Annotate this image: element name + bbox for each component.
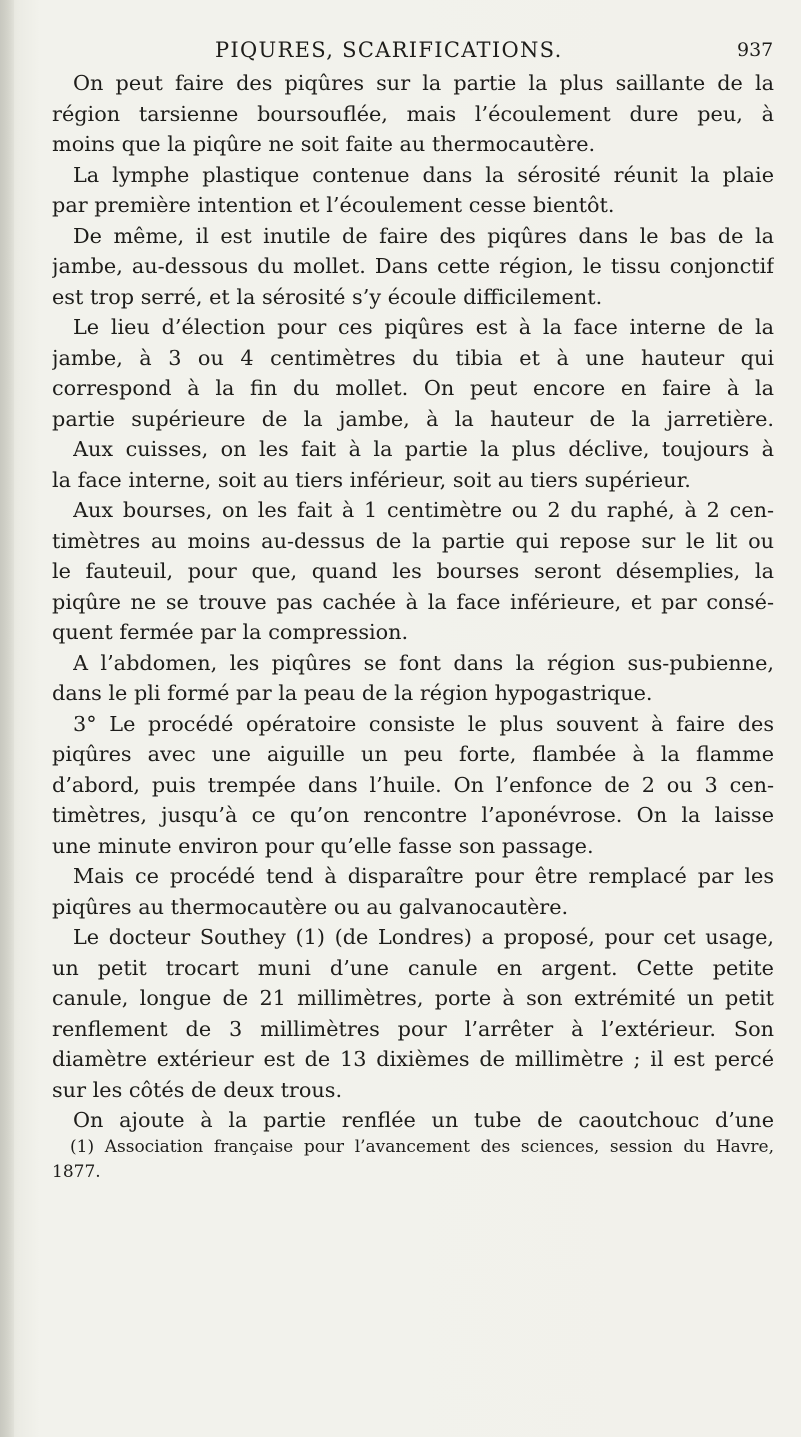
text-line: De même, il est inutile de faire des piqûres dans le bas de la [73,223,774,248]
text-line: A l’abdomen, les piqûres se font dans la région sus-pubienne, [73,650,774,675]
text-line: partie supérieure de la jambe, à la hauteur de la jarretière. [52,406,774,431]
text-line: d’abord, puis trempée dans l’huile. On l’enfonce de 2 ou 3 cen- [52,772,774,797]
footnote-line: 1877. [52,1162,101,1182]
text-line: une minute environ pour qu’elle fasse son passage. [52,833,594,858]
text-line: On ajoute à la partie renflée un tube de caoutchouc d’une [73,1108,774,1132]
text-line: sur les côtés de deux trous. [52,1077,343,1102]
text-line: canule, longue de 21 millimètres, porte à son extrémité un petit [52,986,774,1010]
text-line: piqûres au thermocautère ou au galvanocautère. [52,894,569,919]
text-line: diamètre extérieur est de 13 dixièmes de millimètre ; il est percé [52,1047,774,1071]
text-line: Mais ce procédé tend à disparaître pour être remplacé par les [73,864,774,888]
text-line: Aux cuisses, on les fait à la partie la plus déclive, toujours à [73,437,774,461]
page-header [0,35,801,65]
text-line: timètres, jusqu’à ce qu’on rencontre l’aponévrose. On la laisse [52,803,774,827]
text-line: jambe, à 3 ou 4 centimètres du tibia et à une hauteur qui [52,345,774,370]
running-title: PIQURES, SCARIFICATIONS. [215,38,563,62]
text-line: la face interne, soit au tiers inférieur, soit au tiers supérieur. [52,467,691,492]
text-line: piqûre ne se trouve pas cachée à la face inférieure, et par consé- [52,589,774,614]
text-line: On peut faire des piqûres sur la partie la plus saillante de la [73,71,774,95]
text-line: Le docteur Southey (1) (de Londres) a proposé, pour cet usage, [73,925,774,949]
text-line: 3° Le procédé opératoire consiste le plus souvent à faire des [73,711,774,736]
text-line: Le lieu d’élection pour ces piqûres est à la face interne de la [73,315,774,339]
text-line: piqûres avec une aiguille un peu forte, flambée à la flamme [52,742,774,766]
text-line: renflement de 3 millimètres pour l’arrêter à l’extérieur. Son [52,1016,774,1041]
text-line: le fauteuil, pour que, quand les bourses seront désemplies, la [52,559,774,583]
text-line: correspond à la fin du mollet. On peut encore en faire à la [52,376,774,400]
text-line: jambe, au-dessous du mollet. Dans cette région, le tissu conjonctif [52,254,774,278]
text-line: timètres au moins au-dessus de la partie qui repose sur le lit ou [52,528,774,553]
text-line: par première intention et l’écoulement cesse bientôt. [52,193,615,217]
text-line: région tarsienne boursouflée, mais l’écoulement dure peu, à [52,101,774,126]
text-line: un petit trocart muni d’une canule en argent. Cette petite [52,955,774,980]
text-line: moins que la piqûre ne soit faite au thermocautère. [52,132,596,156]
text-line: dans le pli formé par la peau de la région hypogastrique. [52,681,653,705]
page-number: 937 [737,39,774,61]
text-line: est trop serré, et la sérosité s’y écoule difficilement. [52,284,603,309]
text-line: Aux bourses, on les fait à 1 centimètre ou 2 du raphé, à 2 cen- [73,498,774,522]
page-binding-shadow [0,0,14,1437]
text-line: La lymphe plastique contenue dans la sérosité réunit la plaie [73,162,774,187]
footnote-line: (1) Association française pour l’avancement des sciences, session du Havre, [70,1137,774,1157]
text-line: quent fermée par la compression. [52,620,409,644]
